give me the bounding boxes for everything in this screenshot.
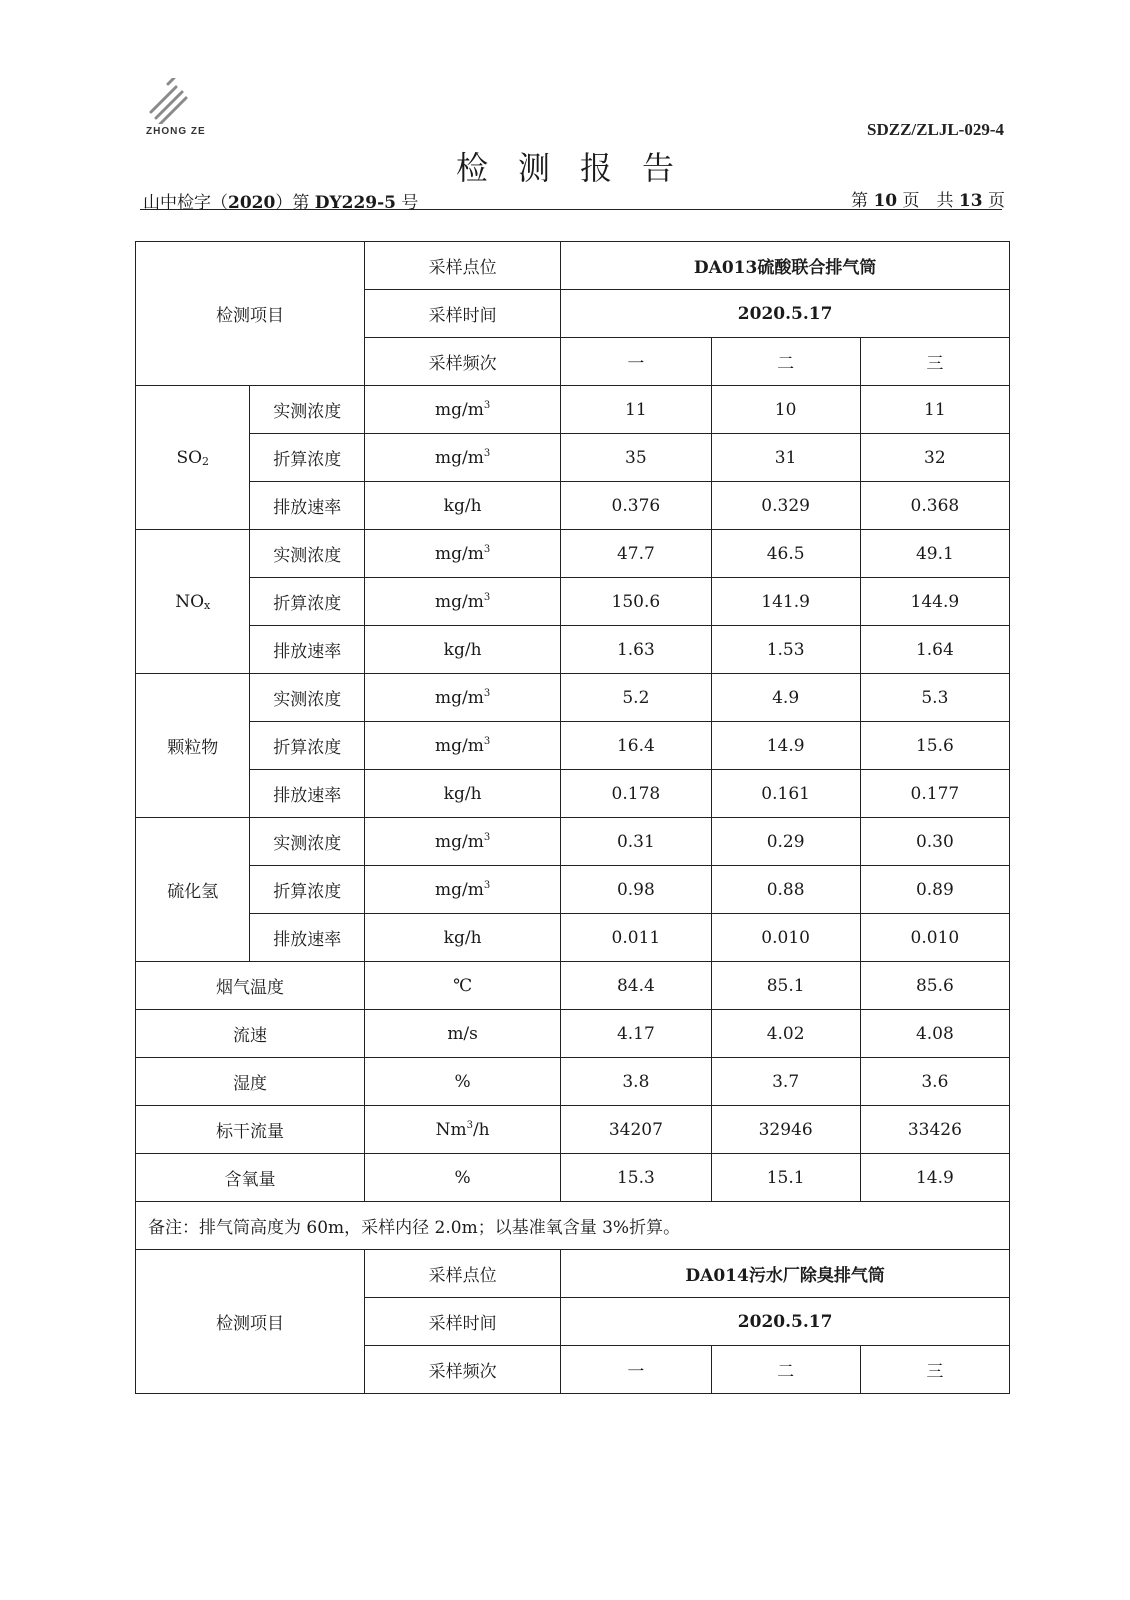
time-value-cell: 2020.5.17: [561, 1298, 1010, 1346]
value-cell: 0.011: [561, 914, 711, 962]
freq-cell: 三: [860, 1346, 1009, 1394]
unit-cell: [364, 962, 560, 1010]
value-cell: 0.368: [860, 482, 1009, 530]
time-label-cell: 采样时间: [364, 1298, 560, 1346]
unit-cell: [364, 722, 560, 770]
unit-cell: [364, 1058, 560, 1106]
item-label-cell: 检测项目: [136, 1250, 365, 1394]
unit-superscript: 3: [483, 447, 491, 459]
unit-superscript: 3: [483, 543, 491, 555]
value-cell: 0.178: [561, 770, 711, 818]
unit-text: mg/m: [434, 447, 484, 468]
freq-cell: 三: [860, 338, 1009, 386]
value-cell: 0.30: [860, 818, 1009, 866]
value-cell: 85.6: [860, 962, 1009, 1010]
value-cell: 35: [561, 434, 711, 482]
report-title: 检测报告: [455, 149, 704, 187]
parameter-row: [136, 1154, 1010, 1202]
pollutant-row: [136, 386, 1010, 434]
value-cell: 3.7: [711, 1058, 860, 1106]
unit-superscript: 3: [483, 831, 491, 843]
value-cell: 11: [561, 386, 711, 434]
unit-text: mg/m: [434, 591, 484, 612]
pollutant-name: 颗粒物: [167, 738, 219, 758]
pollutant-name-cell: [136, 386, 250, 530]
value-cell: 32: [860, 434, 1009, 482]
parameter-name-cell: 烟气温度: [136, 962, 365, 1010]
value-cell: 14.9: [711, 722, 860, 770]
unit-text: m/s: [447, 1023, 478, 1044]
unit-text: %: [454, 1071, 471, 1092]
point-value-cell: DA013硫酸联合排气筒: [561, 242, 1010, 290]
value-cell: 5.3: [860, 674, 1009, 722]
pollutant-name-cell: [136, 530, 250, 674]
point-label-cell: 采样点位: [364, 1250, 560, 1298]
unit-text: mg/m: [434, 543, 484, 564]
unit-cell: [364, 386, 560, 434]
freq-label-cell: 采样频次: [364, 338, 560, 386]
unit-superscript: 3: [483, 735, 491, 747]
metric-cell: 折算浓度: [250, 578, 364, 626]
value-cell: 0.88: [711, 866, 860, 914]
value-cell: 10: [711, 386, 860, 434]
parameter-row: [136, 1058, 1010, 1106]
value-cell: 1.64: [860, 626, 1009, 674]
freq-label-cell: 采样频次: [364, 1346, 560, 1394]
unit-text: kg/h: [443, 495, 482, 516]
value-cell: 84.4: [561, 962, 711, 1010]
value-cell: 4.9: [711, 674, 860, 722]
unit-text: mg/m: [434, 399, 484, 420]
value-cell: 0.29: [711, 818, 860, 866]
unit-text: kg/h: [443, 783, 482, 804]
parameter-row: [136, 962, 1010, 1010]
pollutant-row: [136, 914, 1010, 962]
unit-cell: [364, 1010, 560, 1058]
header-divider: [140, 209, 1002, 210]
report-number: 山中检字（2020）第 DY229-5 号: [143, 193, 419, 213]
pollutant-row: [136, 578, 1010, 626]
unit-superscript: 3: [483, 399, 491, 411]
parameter-name-cell: 流速: [136, 1010, 365, 1058]
item-label-cell: 检测项目: [136, 242, 365, 386]
parameter-name-cell: 标干流量: [136, 1106, 365, 1154]
detection-table: [135, 241, 1010, 1394]
value-cell: 3.8: [561, 1058, 711, 1106]
pollutant-name: SO: [176, 447, 203, 468]
value-cell: 141.9: [711, 578, 860, 626]
value-cell: 5.2: [561, 674, 711, 722]
unit-text: mg/m: [434, 879, 484, 900]
unit-text: %: [454, 1167, 471, 1188]
unit-superscript: 3: [483, 687, 491, 699]
parameter-name-cell: 湿度: [136, 1058, 365, 1106]
unit-cell: [364, 818, 560, 866]
metric-cell: 排放速率: [250, 914, 364, 962]
pollutant-name-cell: [136, 818, 250, 962]
point-value-cell: DA014污水厂除臭排气筒: [561, 1250, 1010, 1298]
value-cell: 11: [860, 386, 1009, 434]
unit-text: mg/m: [434, 687, 484, 708]
unit-text: Nm: [435, 1119, 467, 1140]
metric-cell: 实测浓度: [250, 674, 364, 722]
pollutant-row: [136, 626, 1010, 674]
unit-cell: [364, 434, 560, 482]
unit-cell: [364, 626, 560, 674]
pollutant-row: [136, 722, 1010, 770]
pollutant-name: NO: [175, 591, 205, 612]
unit-tail: /h: [472, 1119, 490, 1140]
freq-cell: 二: [711, 1346, 860, 1394]
value-cell: 3.6: [860, 1058, 1009, 1106]
value-cell: 33426: [860, 1106, 1009, 1154]
value-cell: 32946: [711, 1106, 860, 1154]
pollutant-row: [136, 770, 1010, 818]
pollutant-subscript: x: [204, 598, 211, 612]
parameter-row: [136, 1106, 1010, 1154]
time-label-cell: 采样时间: [364, 290, 560, 338]
unit-text: kg/h: [443, 639, 482, 660]
sampling-point-row: [136, 1250, 1010, 1298]
unit-cell: [364, 530, 560, 578]
pollutant-row: [136, 866, 1010, 914]
company-logo: [140, 78, 210, 138]
value-cell: 85.1: [711, 962, 860, 1010]
value-cell: 0.329: [711, 482, 860, 530]
pollutant-subscript: 2: [202, 454, 210, 468]
value-cell: 15.3: [561, 1154, 711, 1202]
value-cell: 49.1: [860, 530, 1009, 578]
freq-cell: 一: [561, 338, 711, 386]
pollutant-name-cell: [136, 674, 250, 818]
value-cell: 1.53: [711, 626, 860, 674]
parameter-row: [136, 1010, 1010, 1058]
unit-cell: [364, 674, 560, 722]
note-row: [136, 1202, 1010, 1250]
value-cell: 0.161: [711, 770, 860, 818]
value-cell: 15.6: [860, 722, 1009, 770]
unit-text: mg/m: [434, 831, 484, 852]
pollutant-row: [136, 482, 1010, 530]
value-cell: 46.5: [711, 530, 860, 578]
page-indicator: 第 10 页 共 13 页: [851, 191, 1005, 211]
value-cell: 4.02: [711, 1010, 860, 1058]
sampling-point-row: [136, 242, 1010, 290]
value-cell: 0.010: [860, 914, 1009, 962]
metric-cell: 实测浓度: [250, 530, 364, 578]
metric-cell: 折算浓度: [250, 722, 364, 770]
value-cell: 4.08: [860, 1010, 1009, 1058]
pollutant-row: [136, 674, 1010, 722]
pollutant-row: [136, 530, 1010, 578]
metric-cell: 折算浓度: [250, 434, 364, 482]
value-cell: 0.010: [711, 914, 860, 962]
pollutant-name: 硫化氢: [167, 882, 219, 902]
freq-cell: 一: [561, 1346, 711, 1394]
value-cell: 14.9: [860, 1154, 1009, 1202]
unit-superscript: 3: [483, 879, 491, 891]
unit-cell: [364, 578, 560, 626]
unit-cell: [364, 914, 560, 962]
time-value-cell: 2020.5.17: [561, 290, 1010, 338]
unit-cell: [364, 482, 560, 530]
metric-cell: 实测浓度: [250, 818, 364, 866]
unit-cell: [364, 1106, 560, 1154]
note-cell: 备注：排气筒高度为 60m，采样内径 2.0m；以基准氧含量 3%折算。: [136, 1202, 1010, 1250]
unit-text: ℃: [453, 975, 473, 996]
point-label-cell: 采样点位: [364, 242, 560, 290]
logo-text: ZHONG ZE: [146, 126, 206, 137]
unit-cell: [364, 1154, 560, 1202]
unit-superscript: 3: [483, 591, 491, 603]
unit-superscript: 3: [466, 1119, 473, 1131]
metric-cell: 排放速率: [250, 482, 364, 530]
unit-cell: [364, 770, 560, 818]
value-cell: 144.9: [860, 578, 1009, 626]
unit-text: mg/m: [434, 735, 484, 756]
freq-cell: 二: [711, 338, 860, 386]
value-cell: 150.6: [561, 578, 711, 626]
document-code: SDZZ/ZLJL-029-4: [867, 120, 1004, 139]
unit-text: kg/h: [443, 927, 482, 948]
value-cell: 1.63: [561, 626, 711, 674]
value-cell: 34207: [561, 1106, 711, 1154]
parameter-name-cell: 含氧量: [136, 1154, 365, 1202]
value-cell: 0.31: [561, 818, 711, 866]
metric-cell: 折算浓度: [250, 866, 364, 914]
value-cell: 4.17: [561, 1010, 711, 1058]
value-cell: 0.89: [860, 866, 1009, 914]
pollutant-row: [136, 818, 1010, 866]
value-cell: 31: [711, 434, 860, 482]
value-cell: 0.177: [860, 770, 1009, 818]
value-cell: 0.98: [561, 866, 711, 914]
metric-cell: 实测浓度: [250, 386, 364, 434]
pollutant-row: [136, 434, 1010, 482]
metric-cell: 排放速率: [250, 626, 364, 674]
logo-mark-icon: [146, 78, 190, 124]
value-cell: 16.4: [561, 722, 711, 770]
unit-cell: [364, 866, 560, 914]
value-cell: 15.1: [711, 1154, 860, 1202]
metric-cell: 排放速率: [250, 770, 364, 818]
value-cell: 47.7: [561, 530, 711, 578]
value-cell: 0.376: [561, 482, 711, 530]
